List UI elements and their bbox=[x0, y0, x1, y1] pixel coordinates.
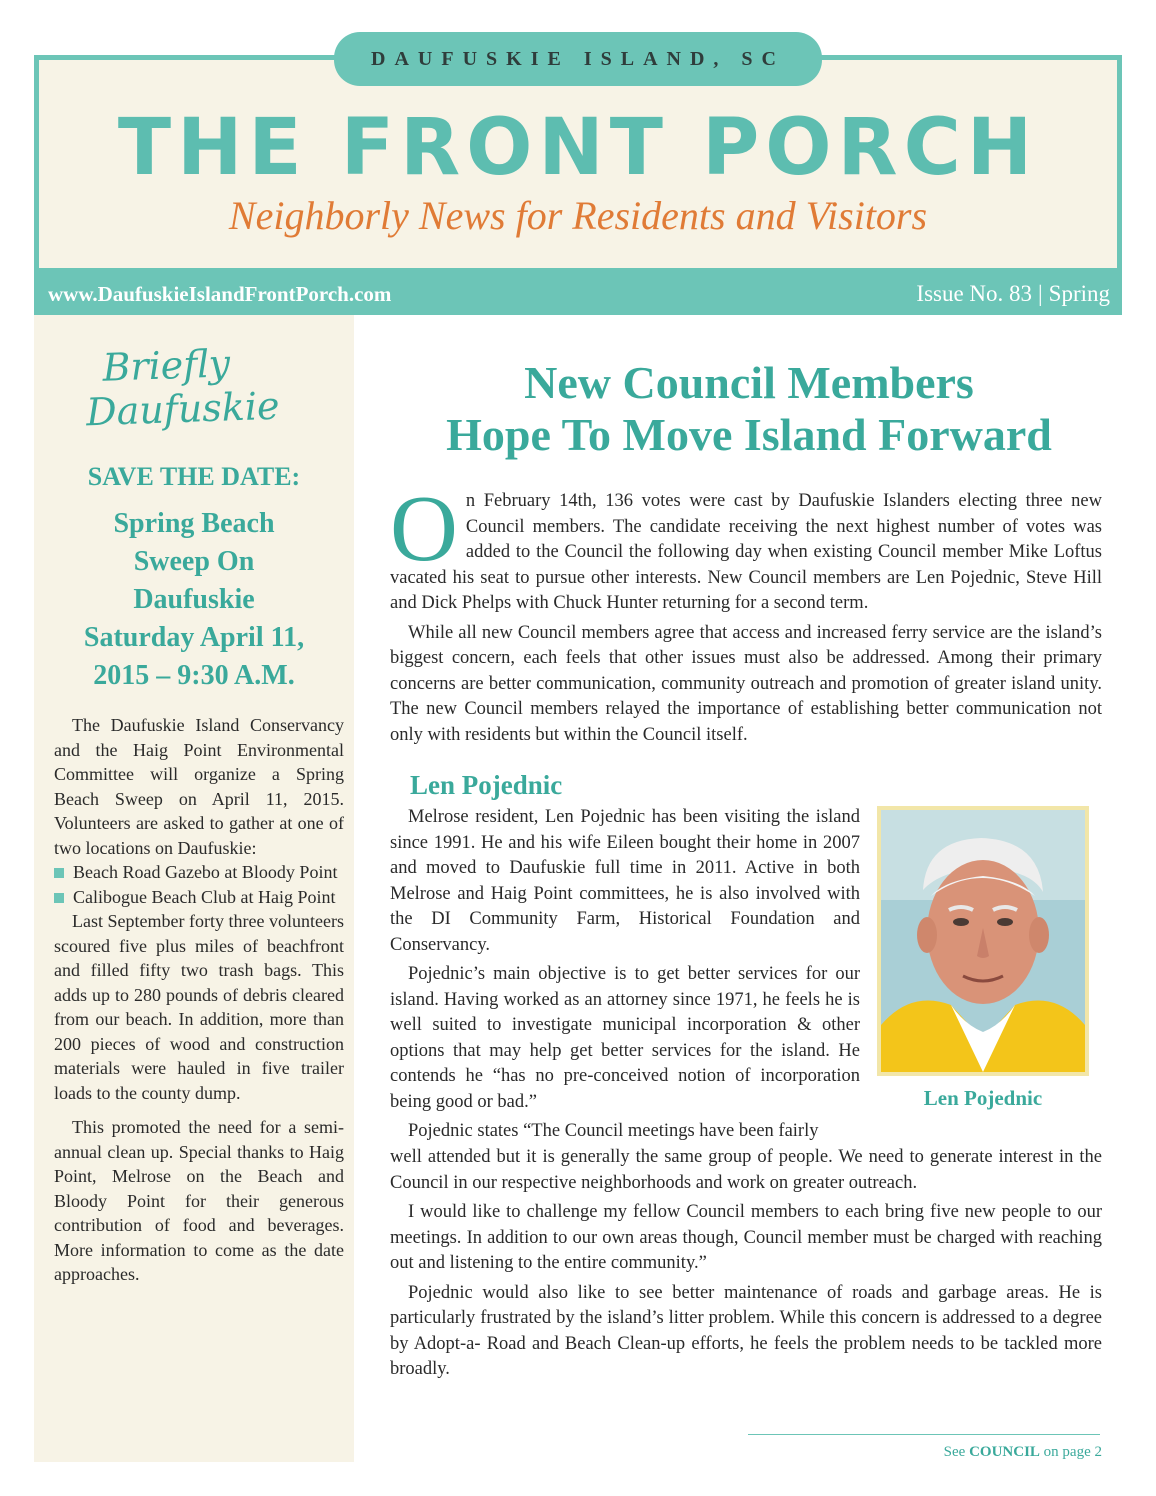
body-paragraph: Melrose resident, Len Pojednic has been visiting the island since 1991. He and his wife Eileen bought their home in 2007 and moved to Daufuskie full time in 2011. Active in both Melrose and Haig Point committees, he is also involved with the DI Community Farm, Historical Foundation and Conservancy. bbox=[390, 807, 860, 955]
briefly-heading-line1: Briefly bbox=[101, 341, 231, 390]
briefly-sidebar bbox=[34, 315, 354, 1462]
body-paragraph: Pojednic would also like to see better maintenance of roads and garbage areas. He is particularly frustrated by the island’s litter problem. While this concern is addressed to a degree by Adopt-a- Road and Beach Clean-up efforts, he feels the problem needs to be tackled more broadly. bbox=[390, 1282, 1102, 1379]
location-label: Calibogue Beach Club at Haig Point bbox=[73, 886, 336, 907]
issue-number: Issue No. 83 bbox=[916, 281, 1033, 306]
newspaper-tagline: Neighborly News for Residents and Visitors bbox=[228, 193, 928, 238]
portrait-photo bbox=[877, 806, 1089, 1076]
location-item bbox=[54, 885, 344, 910]
event-title-line: 2015 – 9:30 A.M. bbox=[93, 660, 295, 691]
website-link[interactable]: www.DaufuskieIslandFrontPorch.com bbox=[48, 282, 392, 306]
location-item bbox=[54, 860, 344, 885]
location-banner: DAUFUSKIE ISLAND, SC bbox=[334, 32, 822, 86]
event-title-line: Sweep On bbox=[133, 546, 255, 577]
sidebar-body bbox=[54, 713, 344, 1287]
body-paragraph: Pojednic’s main objective is to get better services for our island. Having worked as an attorney since 1971, he feels he is well suited to investigate municipal incorporation & other options that may help get better services for the island. He contends he “has no pre-conceived notion of incorporation being good or bad.” bbox=[390, 964, 860, 1112]
jump-divider bbox=[748, 1434, 1100, 1435]
intro-paragraph-text: n February 14th, 136 votes were cast by Daufuskie Islanders electing three new Council members. The candidate receiving the next highest number of votes was added to the Council the following day when existing Council member Mike Loftus vacated his seat to pursue other interests. New Council members are Len Pojednic, Steve Hill and Dick Phelps with Chuck Hunter returning for a second term. bbox=[390, 491, 1102, 613]
continue-suffix: on page 2 bbox=[1043, 1444, 1102, 1460]
headline-line1: New Council Members bbox=[524, 357, 974, 408]
article-continuation bbox=[390, 1145, 1102, 1383]
article-headline bbox=[374, 357, 1124, 461]
drop-cap: O bbox=[390, 477, 458, 581]
intro-paragraph bbox=[390, 477, 1102, 617]
intro-paragraph: While all new Council members agree that access and increased ferry service are the island’s biggest concern, each feels that other issues must also be addressed. Among their primary concerns are better communication, community outreach and promotion of greater island unity. The new Council members relayed the importance of establishing better communication not only with residents but within the Council itself. bbox=[390, 622, 1102, 745]
location-list bbox=[54, 860, 344, 909]
continue-keyword: COUNCIL bbox=[969, 1444, 1040, 1460]
event-title-line: Saturday April 11, bbox=[83, 622, 305, 653]
issue-separator: | bbox=[1038, 281, 1043, 306]
sidebar-paragraph: Last September forty three volunteers scoured five plus miles of beachfront and filled fifty two trash bags. This adds up to 280 pounds of debris cleared from our beach. In addition, more than 200 pieces of wood and construction materials were hauled in five trailer loads to the county dump. bbox=[54, 911, 344, 1103]
event-title-line: Spring Beach bbox=[113, 508, 275, 539]
event-title bbox=[44, 505, 344, 695]
square-bullet-icon bbox=[54, 893, 64, 903]
body-paragraph: well attended but it is generally the same group of people. We need to generate interest in the Council in our respective neighborhoods and work on greater outreach. bbox=[390, 1147, 1102, 1193]
sidebar-paragraph: This promoted the need for a semi-annual clean up. Special thanks to Haig Point, Melrose on the Beach and Bloody Point for their generous contribution of food and beverages. More information to come as the date approaches. bbox=[54, 1117, 344, 1284]
newspaper-title: THE FRONT PORCH bbox=[117, 103, 1039, 193]
headline-line2: Hope To Move Island Forward bbox=[446, 409, 1052, 460]
portrait-illustration bbox=[881, 810, 1085, 1072]
location-label: Beach Road Gazebo at Bloody Point bbox=[73, 862, 338, 882]
issue-season: Spring bbox=[1048, 281, 1110, 306]
article-intro bbox=[390, 477, 1102, 748]
save-the-date: SAVE THE DATE: bbox=[87, 462, 301, 491]
issue-info bbox=[916, 273, 1110, 315]
continued-on-note[interactable] bbox=[944, 1444, 1102, 1461]
briefly-heading bbox=[61, 339, 304, 435]
square-bullet-icon bbox=[54, 868, 64, 878]
body-paragraph: Pojednic states “The Council meetings have been fairly bbox=[408, 1121, 819, 1141]
event-title-line: Daufuskie bbox=[133, 584, 255, 615]
article-column bbox=[390, 805, 860, 1145]
sidebar-paragraph: The Daufuskie Island Conservancy and the Haig Point Environmental Committee will organize a Spring Beach Sweep on April 11, 2015. Volunteers are asked to gather at one of two locations on Daufuskie: bbox=[54, 715, 344, 858]
continue-prefix: See bbox=[943, 1444, 966, 1460]
section-heading: Len Pojednic bbox=[410, 770, 563, 800]
body-paragraph: I would like to challenge my fellow Council members to each bring five new people to our meetings. In addition to our own areas though, Council member must be charged with reaching out and listening to the entire community.” bbox=[390, 1202, 1102, 1273]
briefly-heading-line2: Daufuskie bbox=[85, 383, 281, 435]
masthead-bar bbox=[34, 273, 1122, 315]
photo-caption: Len Pojednic bbox=[923, 1086, 1043, 1110]
